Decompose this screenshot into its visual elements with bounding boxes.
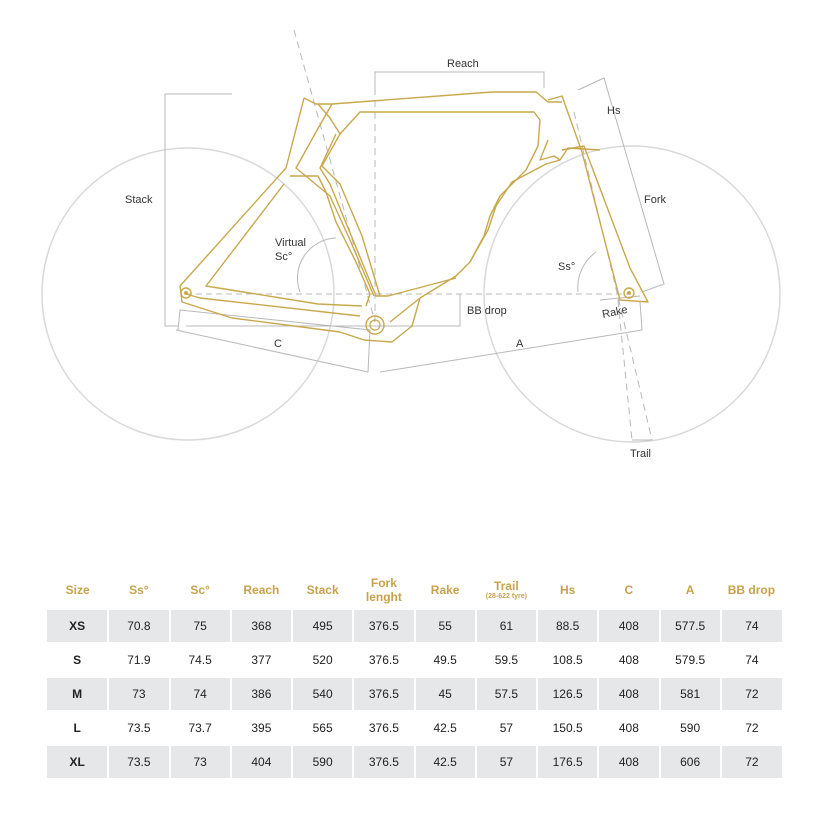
table-cell: 579.5 [660, 643, 721, 677]
table-cell: 590 [660, 711, 721, 745]
table-cell: 408 [598, 745, 659, 778]
header-sc: Sc° [190, 583, 210, 597]
table-cell: 42.5 [415, 711, 476, 745]
label-fork: Fork [644, 194, 666, 206]
table-cell: 57 [476, 711, 537, 745]
table-body [47, 609, 782, 778]
table-cell: 581 [660, 677, 721, 711]
table-cell: 70.8 [108, 609, 169, 643]
header-a: A [685, 583, 695, 597]
label-stack: Stack [125, 194, 153, 206]
size-cell: XL [47, 745, 108, 778]
table-cell: 520 [292, 643, 353, 677]
table-cell: 577.5 [660, 609, 721, 643]
table-cell: 108.5 [537, 643, 598, 677]
label-ss: Ss° [558, 261, 576, 273]
table-cell: 42.5 [415, 745, 476, 778]
table-cell: 376.5 [353, 677, 414, 711]
table-row [47, 745, 782, 778]
table-cell: 73.7 [170, 711, 231, 745]
label-virtual: Virtual [275, 237, 306, 249]
table-cell: 376.5 [353, 609, 414, 643]
label-bb-drop: BB drop [467, 305, 507, 317]
table-cell: 408 [598, 677, 659, 711]
size-cell: M [47, 677, 108, 711]
table-cell: 408 [598, 711, 659, 745]
table-cell: 540 [292, 677, 353, 711]
header-c: C [624, 583, 634, 597]
table-cell: 57 [476, 745, 537, 778]
table-cell: 176.5 [537, 745, 598, 778]
header-size: Size [65, 583, 90, 597]
table-header-row [47, 572, 782, 609]
table-cell: 565 [292, 711, 353, 745]
size-cell: XS [47, 609, 108, 643]
table-cell: 74 [721, 643, 782, 677]
table-cell: 377 [231, 643, 292, 677]
table-cell: 73 [170, 745, 231, 778]
table-cell: 73.5 [108, 745, 169, 778]
label-reach: Reach [447, 58, 479, 70]
table-cell: 45 [415, 677, 476, 711]
table-cell: 55 [415, 609, 476, 643]
table-cell: 368 [231, 609, 292, 643]
table-cell: 73.5 [108, 711, 169, 745]
axle-markers [181, 288, 634, 334]
table-row [47, 643, 782, 677]
table-cell: 408 [598, 643, 659, 677]
dimension-guides [165, 30, 664, 440]
table-cell: 49.5 [415, 643, 476, 677]
size-cell: L [73, 721, 81, 735]
table-cell: 72 [721, 745, 782, 778]
header-stack: Stack [306, 583, 339, 597]
table-cell: 61 [476, 609, 537, 643]
header-bb-drop: BB drop [727, 583, 776, 597]
label-rake: Rake [601, 303, 629, 321]
size-cell: S [73, 653, 82, 667]
table-row [47, 609, 782, 643]
label-a: A [516, 338, 524, 350]
table-cell: 72 [721, 677, 782, 711]
table-cell: 590 [292, 745, 353, 778]
header-trail-sub: (28-622 tyre) [485, 593, 527, 600]
table-cell: 71.9 [108, 643, 169, 677]
table-cell: 376.5 [353, 745, 414, 778]
table-cell: 126.5 [537, 677, 598, 711]
label-c: C [274, 338, 282, 350]
header-reach: Reach [243, 583, 280, 597]
table-row [47, 677, 782, 711]
header-fork-length: Fork lenght [365, 576, 402, 604]
table-cell: 75 [170, 609, 231, 643]
geometry-table [47, 572, 782, 778]
header-hs: Hs [559, 583, 576, 597]
label-sc: Sc° [275, 251, 293, 263]
header-trail: Trail (28-622 tyre) [476, 572, 537, 609]
label-hs: Hs [607, 105, 621, 117]
table-cell: 74.5 [170, 643, 231, 677]
table-cell: 606 [660, 745, 721, 778]
table-cell: 74 [721, 609, 782, 643]
table-cell: 376.5 [353, 711, 414, 745]
table-cell: 57.5 [476, 677, 537, 711]
table-cell: 59.5 [476, 643, 537, 677]
table-row [47, 711, 782, 745]
table-cell: 386 [231, 677, 292, 711]
table-cell: 408 [598, 609, 659, 643]
table-cell: 495 [292, 609, 353, 643]
table-cell: 150.5 [537, 711, 598, 745]
table-cell: 404 [231, 745, 292, 778]
header-ss: Ss° [129, 583, 149, 597]
table-cell: 72 [721, 711, 782, 745]
table-cell: 395 [231, 711, 292, 745]
label-trail: Trail [630, 448, 651, 460]
table-cell: 376.5 [353, 643, 414, 677]
table-cell: 88.5 [537, 609, 598, 643]
table-cell: 74 [170, 677, 231, 711]
table-cell: 73 [108, 677, 169, 711]
header-rake: Rake [430, 583, 460, 597]
